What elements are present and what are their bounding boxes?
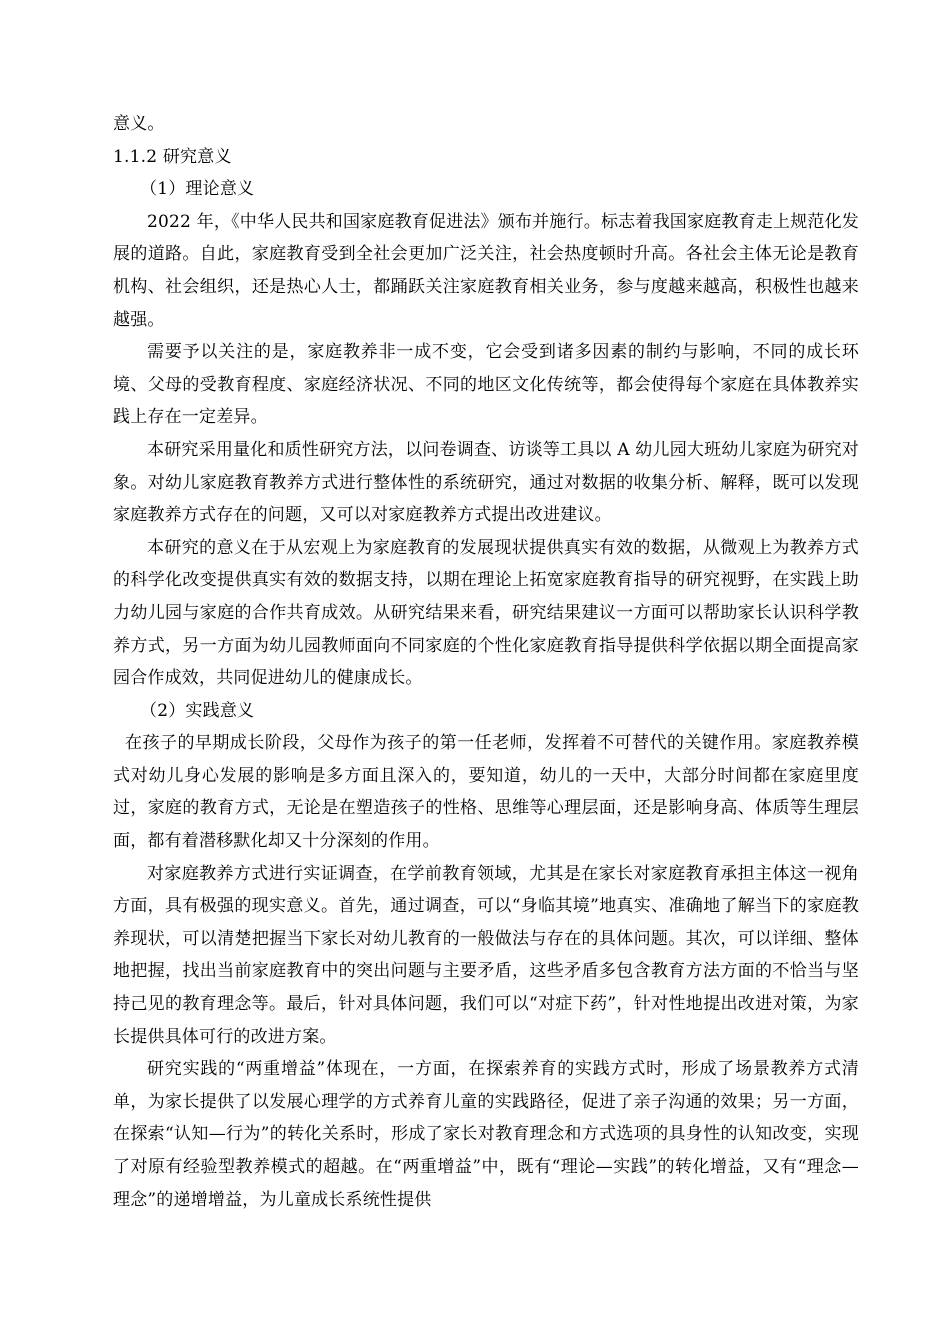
section-heading: 1.1.2 研究意义 <box>113 146 232 167</box>
theory-paragraph-2: 需要予以关注的是，家庭教养非一成不变，它会受到诸多因素的制约与影响，不同的成长环境、父母的受教育程度、家庭经济状况、不同的地区文化传统等，都会使得每个家庭在具体教养实践上存在一定差异。 <box>113 342 859 428</box>
practice-paragraph-1: 在孩子的早期成长阶段，父母作为孩子的第一任老师，发挥着不可替代的关键作用。家庭教养模式对幼儿身心发展的影响是多方面且深入的，要知道，幼儿的一天中，大部分时间都在家庭里度过，家庭的教育方式，无论是在塑造孩子的性格、思维等心理层面，还是影响身高、体质等生理层面，都有着潜移默化却又十分深刻的作用。 <box>113 733 859 852</box>
theory-paragraph-3: 本研究采用量化和质性研究方法，以问卷调查、访谈等工具以 A 幼儿园大班幼儿家庭为研究对象。对幼儿家庭教育教养方式进行整体性的系统研究，通过对数据的收集分析、解释，既可以发现家庭教养方式存在的问题，又可以对家庭教养方式提出改进建议。 <box>113 439 859 526</box>
theory-heading: （1）理论意义 <box>140 179 255 200</box>
practice-paragraph-2: 对家庭教养方式进行实证调查，在学前教育领域，尤其是在家长对家庭教育承担主体这一视角方面，具有极强的现实意义。首先，通过调查，可以“身临其境”地真实、准确地了解当下的家庭教养现状，可以清楚把握当下家长对幼儿教育的一般做法与存在的具体问题。其次，可以详细、整体地把握，找出当前家庭教育中的突出问题与主要矛盾，这些矛盾多包含教育方法方面的不恰当与坚持己见的教育理念等。最后，针对具体问题，我们可以“对症下药”，针对性地提出改进对策，为家长提供具体可行的改进方案。 <box>113 863 859 1047</box>
lead-line: 意义。 <box>113 114 165 134</box>
practice-paragraph-3: 研究实践的“两重增益”体现在，一方面，在探索养育的实践方式时，形成了场景教养方式清单，为家长提供了以发展心理学的方式养育儿童的实践路径，促进了亲子沟通的效果；另一方面，在探索“认知—行为”的转化关系时，形成了家长对教育理念和方式选项的具身性的认知改变，实现了对原有经验型教养模式的超越。在“两重增益”中，既有“理论—实践”的转化增益，又有“理念—理念”的递增增益，为儿童成长系统性提供 <box>113 1059 859 1210</box>
theory-paragraph-4: 本研究的意义在于从宏观上为家庭教育的发展现状提供真实有效的数据，从微观上为教养方式的科学化改变提供真实有效的数据支持，以期在理论上拓宽家庭教育指导的研究视野，在实践上助力幼儿园与家庭的合作共育成效。从研究结果来看，研究结果建议一方面可以帮助家长认识科学教养方式，另一方面为幼儿园教师面向不同家庭的个性化家庭教育指导提供科学依据以期全面提高家园合作成效，共同促进幼儿的健康成长。 <box>113 537 859 689</box>
document-page <box>113 108 859 1216</box>
theory-paragraph-1: 2022 年，《中华人民共和国家庭教育促进法》颁布并施行。标志着我国家庭教育走上规范化发展的道路。自此，家庭教育受到全社会更加广泛关注，社会热度顿时升高。各社会主体无论是教育机构、社会组织，还是热心人士，都踊跃关注家庭教育相关业务，参与度越来越高，积极性也越来越强。 <box>113 211 859 330</box>
practice-heading: （2）实践意义 <box>140 700 255 721</box>
